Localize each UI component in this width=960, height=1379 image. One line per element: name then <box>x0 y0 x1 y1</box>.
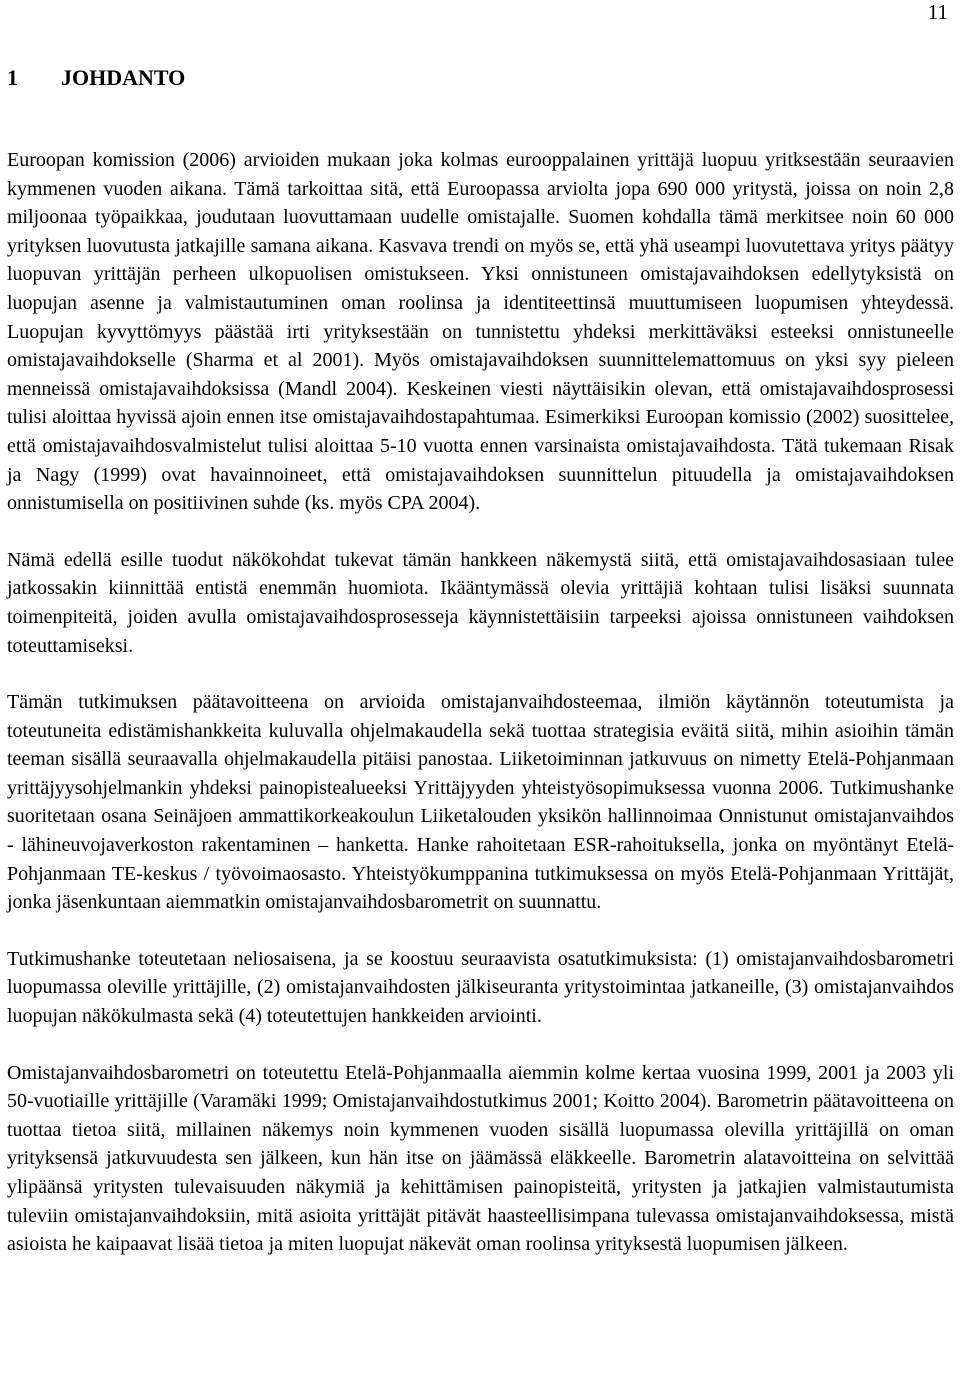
paragraph-intro: Euroopan komission (2006) arvioiden mukaan joka kolmas eurooppalainen yrittäjä luopuu yritksestään seuraavien kymmenen vuoden aikana. Tämä tarkoittaa sitä, että Euroopassa arviolta jopa 690 000 yritystä, joissa on noin 2,8 miljoonaa työpaikkaa, joudutaan luovuttamaan uudelle omistajalle. Suomen kohdalla tämä merkitsee noin 60 000 yrityksen luovutusta jatkajille samana aikana. Kasvava trendi on myös se, että yhä useampi luovutettava yritys päätyy luopuvan yrittäjän perheen ulkopuolisen omistukseen. Yksi onnistuneen omistajavaihdoksen edellytyksistä on luopujan asenne ja valmistautuminen oman roolinsa ja identiteettinsä muuttumiseen luopumisen yhteydessä. Luopujan kyvyttömyys päästää irti yrityksestään on tunnistettu yhdeksi merkittäväksi esteeksi onnistuneelle omistajavaihdokselle (Sharma et al 2001). Myös omistajavaihdoksen suunnittelemattomuus on yksi syy pieleen menneissä omistajavaihdoksissa (Mandl 2004). Keskeinen viesti näyttäisikin olevan, että omistajavaihdosprosessi tulisi aloittaa hyvissä ajoin ennen itse omistajavaihdostapahtumaa. Esimerkiksi Euroopan komissio (2002) suosittelee, että omistajavaihdosvalmistelut tulisi aloittaa 5-10 vuotta ennen varsinaista omistajavaihdosta. Tätä tukemaan Risak ja Nagy (1999) ovat havainnoineet, että omistajavaihdoksen suunnittelun pituudella ja omistajavaihdoksen onnistumisella on positiivinen suhde (ks. myös CPA 2004). <box>7 149 954 515</box>
section-heading <box>7 64 185 92</box>
section-title: JOHDANTO <box>61 65 186 90</box>
page-number: 11 <box>927 0 948 24</box>
paragraph-barometer: Omistajanvaihdosbarometri on toteutettu Etelä-Pohjanmaalla aiemmin kolme kertaa vuosina 1999, 2001 ja 2003 yli 50-vuotiaille yrittäjille (Varamäki 1999; Omistajanvaihdostutkimus 2001; Koitto 2004). Barometrin päätavoitteena on tuottaa tietoa siitä, millainen näkemys noin kymmenen vuoden sisällä luopumassa olevilla yrittäjillä on oman yrityksensä jatkuvuudesta sen jälkeen, kun hän itse on jäämässä eläkkeelle. Barometrin alatavoitteina on selvittää ylipäänsä yritysten tulevaisuuden näkymiä ja kehittämisen painopisteitä, yritysten ja jatkajien valmistautumista tuleviin omistajanvaihdoksiin, mitä asioita yrittäjät pitävät haasteellisimpana tulevassa omistajanvaihdoksessa, mistä asioista he kaipaavat lisää tietoa ja miten luopujat näkevät oman roolinsa yrityksestä luopumisen jälkeen. <box>7 1061 954 1256</box>
body-text <box>7 146 954 1287</box>
section-number: 1 <box>7 65 18 90</box>
paragraph-objectives: Tämän tutkimuksen päätavoitteena on arvioida omistajanvaihdosteemaa, ilmiön käytännön toteutumista ja toteutuneita edistämishankkeita kuluvalla ohjelmakaudella sekä tuottaa strategisia eväitä siitä, mihin asioihin tämän teeman sisällä seuraavalla ohjelmakaudella pitäisi panostaa. Liiketoiminnan jatkuvuus on nimetty Etelä-Pohjanmaan yrittäjyysohjelmankin yhdeksi painopistealueeksi Yrittäjyyden yhteistyösopimuksessa vuonna 2006. Tutkimushanke suoritetaan osana Seinäjoen ammattikorkeakoulun Liiketalouden yksikön hallinnoimaa Onnistunut omistajanvaihdos - lähineuvojaverkoston rakentaminen – hanketta. Hanke rahoitetaan ESR-rahoituksella, jonka on myöntänyt Etelä-Pohjanmaan TE-keskus / työvoimaosasto. Yhteistyökumppanina tutkimuksessa on myös Etelä-Pohjanmaan Yrittäjät, jonka jäsenkuntaan aiemmatkin omistajanvaihdosbarometrit on suunnattu. <box>7 691 954 914</box>
paragraph-substudies: Tutkimushanke toteutetaan neliosaisena, ja se koostuu seuraavista osatutkimuksista: (1) omistajanvaihdosbarometri luopumassa oleville yrittäjille, (2) omistajanvaihdosten jälkiseuranta yritystoimintaa jatkaneille, (3) omistajanvaihdos luopujan näkökulmasta sekä (4) toteutettujen hankkeiden arviointi. <box>7 947 954 1028</box>
paragraph-viewpoints: Nämä edellä esille tuodut näkökohdat tukevat tämän hankkeen näkemystä siitä, että omistajavaihdosasiaan tulee jatkossakin kiinnittää entistä enemmän huomiota. Ikääntymässä olevia yrittäjiä kohtaan tulisi lisäksi suunnata toimenpiteitä, joiden avulla omistajavaihdosprosesseja käynnistettäisiin tarpeeksi ajoissa onnistuneen vaihdoksen toteuttamiseksi. <box>7 548 954 657</box>
